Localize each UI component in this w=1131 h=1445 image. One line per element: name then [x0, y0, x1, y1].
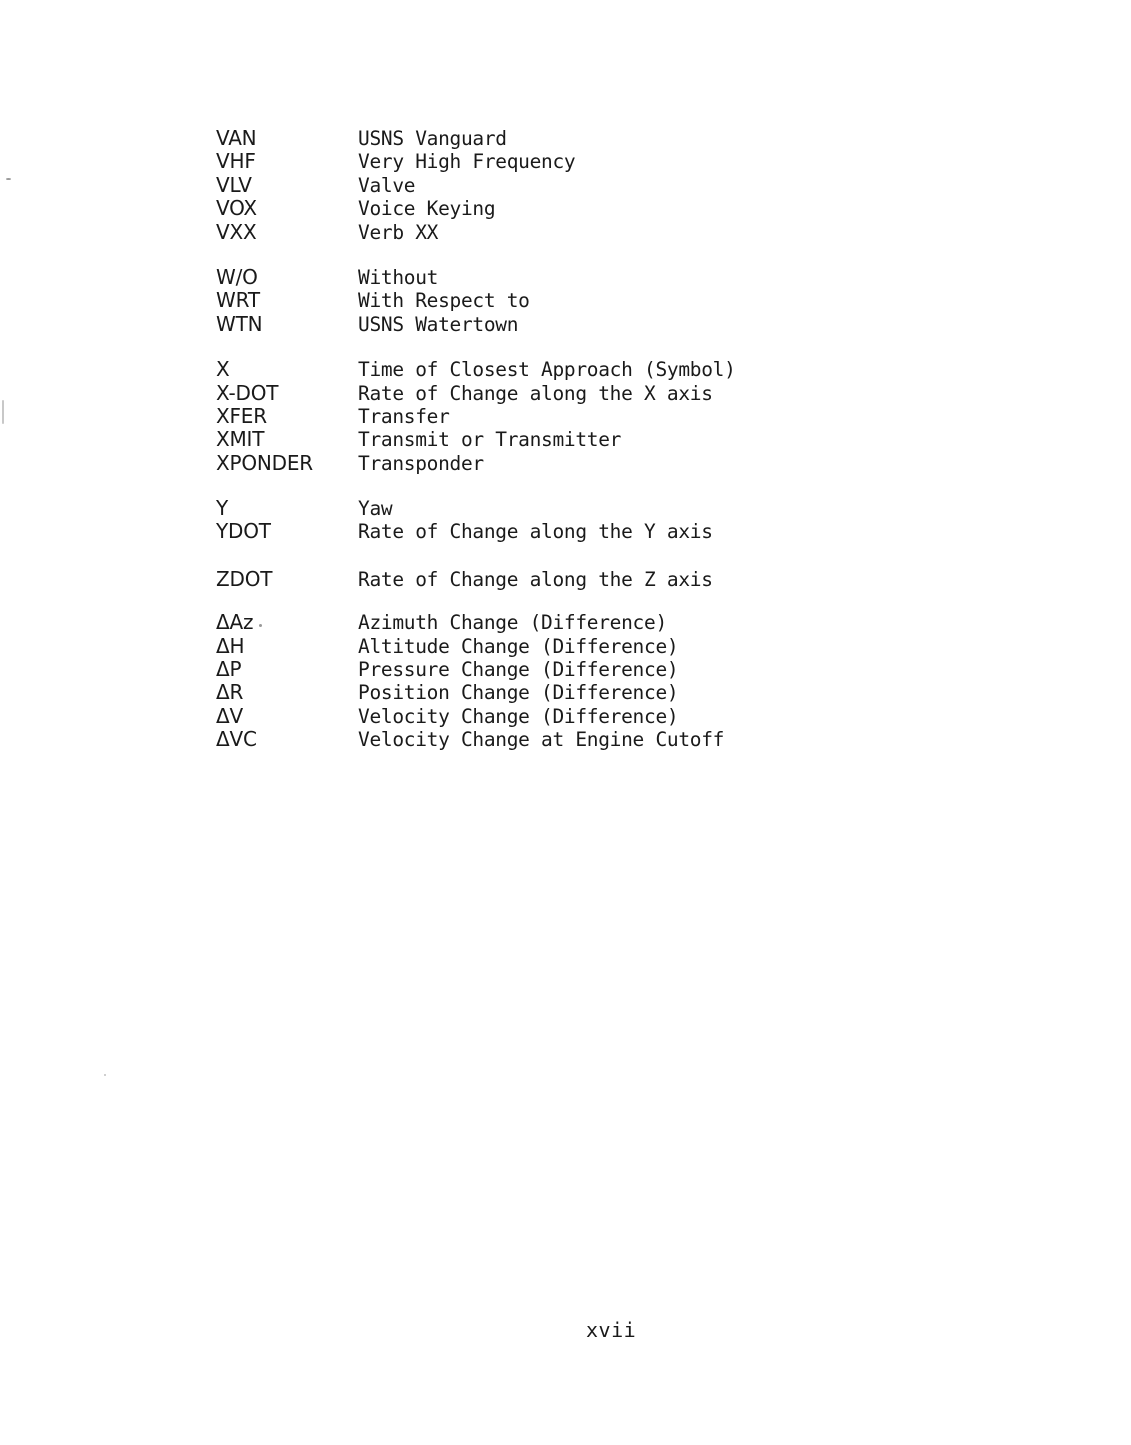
- abbreviation: YDOT: [216, 519, 271, 544]
- definition: Very High Frequency: [358, 150, 576, 174]
- scan-speck: [2, 400, 4, 424]
- glossary-list: [216, 127, 776, 774]
- glossary-entry: [216, 728, 776, 751]
- definition: Transmit or Transmitter: [358, 428, 622, 452]
- definition: Altitude Change (Difference): [358, 634, 679, 658]
- glossary-entry: [216, 568, 776, 591]
- glossary-group-z: [216, 568, 776, 591]
- definition: Voice Keying: [358, 197, 496, 221]
- scan-speck: [104, 1074, 106, 1076]
- abbreviation: XMIT: [216, 427, 265, 452]
- abbreviation: XFER: [216, 403, 267, 428]
- definition: Yaw: [358, 497, 393, 521]
- definition: Azimuth Change (Difference): [358, 611, 667, 635]
- abbreviation: VLV: [216, 172, 252, 197]
- glossary-entry: [216, 681, 776, 704]
- definition: Without: [358, 265, 439, 289]
- abbreviation: Y: [216, 496, 229, 521]
- glossary-entry: [216, 150, 776, 173]
- glossary-entry: [216, 127, 776, 150]
- definition: Position Change (Difference): [358, 681, 679, 705]
- glossary-entry: [216, 658, 776, 681]
- glossary-group-w: [216, 266, 776, 336]
- definition: Rate of Change along the Y axis: [358, 520, 713, 544]
- definition: Rate of Change along the Z axis: [358, 567, 713, 591]
- glossary-entry: [216, 428, 776, 451]
- abbreviation: WTN: [216, 311, 263, 336]
- glossary-entry: [216, 289, 776, 312]
- definition: Pressure Change (Difference): [358, 658, 679, 682]
- definition: Velocity Change at Engine Cutoff: [358, 728, 725, 752]
- definition: Verb XX: [358, 220, 439, 244]
- abbreviation: VXX: [216, 219, 257, 244]
- abbreviation: ΔAz: [216, 610, 254, 635]
- definition: USNS Watertown: [358, 312, 519, 336]
- glossary-entry: [216, 705, 776, 728]
- glossary-group-y: [216, 497, 776, 544]
- abbreviation: ΔP: [216, 657, 242, 682]
- scan-speck: [6, 178, 11, 180]
- definition: Time of Closest Approach (Symbol): [358, 358, 736, 382]
- glossary-entry: [216, 221, 776, 244]
- abbreviation: X-DOT: [216, 380, 279, 405]
- glossary-entry: [216, 197, 776, 220]
- glossary-entry: [216, 611, 776, 634]
- definition: USNS Vanguard: [358, 127, 507, 150]
- page-number: xvii: [586, 1318, 637, 1342]
- definition: Velocity Change (Difference): [358, 704, 679, 728]
- glossary-entry: [216, 313, 776, 336]
- abbreviation: W/O: [216, 264, 258, 289]
- abbreviation: XPONDER: [216, 450, 313, 475]
- definition: Rate of Change along the X axis: [358, 381, 713, 405]
- abbreviation: VOX: [216, 196, 257, 221]
- glossary-entry: [216, 635, 776, 658]
- glossary-group-delta: [216, 611, 776, 751]
- abbreviation: ΔVC: [216, 727, 257, 752]
- glossary-entry: [216, 405, 776, 428]
- glossary-group-x: [216, 358, 776, 475]
- glossary-entry: [216, 266, 776, 289]
- abbreviation: WRT: [216, 288, 260, 313]
- abbreviation: ΔR: [216, 680, 244, 705]
- abbreviation: VAN: [216, 126, 257, 150]
- abbreviation: VHF: [216, 149, 256, 174]
- glossary-entry: [216, 358, 776, 381]
- glossary-entry: [216, 452, 776, 475]
- definition: Transfer: [358, 404, 450, 428]
- definition: With Respect to: [358, 289, 530, 313]
- glossary-entry: [216, 174, 776, 197]
- abbreviation: X: [216, 357, 230, 382]
- definition: Transponder: [358, 451, 484, 475]
- abbreviation: ΔV: [216, 703, 243, 728]
- definition: Valve: [358, 173, 416, 197]
- glossary-entry: [216, 382, 776, 405]
- abbreviation: ΔH: [216, 633, 245, 658]
- glossary-entry: [216, 520, 776, 543]
- glossary-entry: [216, 497, 776, 520]
- abbreviation: ZDOT: [216, 566, 273, 591]
- glossary-group-v: [216, 127, 776, 244]
